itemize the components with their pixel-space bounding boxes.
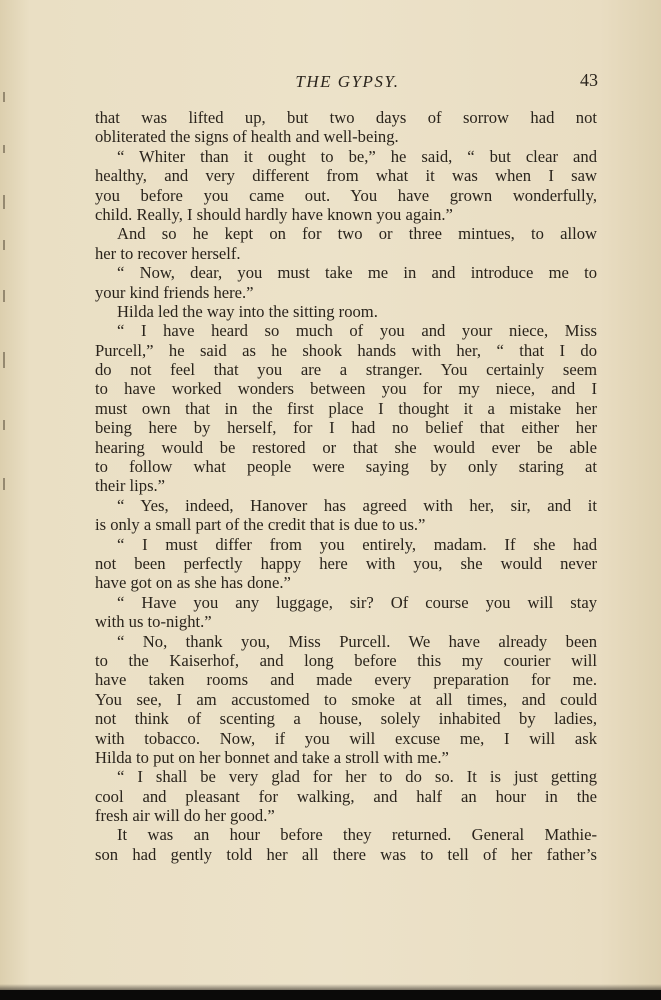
text-line: obliterated the signs of health and well-being. [95, 127, 399, 147]
text-line: to the Kaiserhof, and long before this my courier will [95, 650, 597, 670]
text-line: to follow what people were saying by only staring at [95, 457, 597, 477]
text-line: her to recover herself. [95, 243, 241, 263]
text-line: Hilda led the way into the sitting room. [117, 301, 378, 321]
text-line: “ Whiter than it ought to be,” he said, “ but clear and [117, 146, 597, 166]
body-text [95, 108, 597, 864]
text-line: fresh air will do her good.” [95, 806, 275, 826]
text-line: son had gently told her all there was to tell of her father’s [95, 844, 597, 864]
text-line: Hilda to put on her bonnet and take a stroll with me.” [95, 747, 449, 767]
text-line: “ I have heard so much of you and your niece, Miss [117, 321, 597, 341]
running-head [95, 70, 600, 94]
text-line: And so he kept on for two or three mintues, to allow [117, 224, 597, 244]
text-line: with tobacco. Now, if you will excuse me, I will ask [95, 728, 597, 748]
page-edge-shadow [0, 90, 14, 510]
text-line: “ Have you any luggage, sir? Of course you will stay [117, 592, 597, 612]
text-line: “ Yes, indeed, Hanover has agreed with her, sir, and it [117, 495, 597, 515]
text-line: “ Now, dear, you must take me in and introduce me to [117, 263, 597, 283]
scan-bottom-edge [0, 990, 661, 1000]
text-line: “ No, thank you, Miss Purcell. We have already been [117, 631, 597, 651]
text-line: with us to-night.” [95, 612, 212, 632]
text-line: child. Really, I should hardly have known you again.” [95, 204, 453, 224]
text-line: not think of scenting a house, solely inhabited by ladies, [95, 709, 597, 729]
text-line: “ I must differ from you entirely, madam. If she had [117, 534, 597, 554]
text-line: You see, I am accustomed to smoke at all times, and could [95, 689, 597, 709]
text-line: to have worked wonders between you for my niece, and I [95, 379, 597, 399]
text-line: have got on as she has done.” [95, 573, 291, 593]
text-line: that was lifted up, but two days of sorrow had not [95, 108, 597, 127]
text-line: your kind friends here.” [95, 282, 254, 302]
text-line: do not feel that you are a stranger. You certainly seem [95, 360, 597, 380]
text-line: hearing would be restored or that she would ever be able [95, 437, 597, 457]
running-title: THE GYPSY. [295, 72, 400, 91]
text-line: “ I shall be very glad for her to do so. It is just getting [117, 767, 597, 787]
text-line: Purcell,” he said as he shook hands with her, “ that I do [95, 340, 597, 360]
text-line: must own that in the first place I thought it a mistake her [95, 398, 597, 418]
text-line: have taken rooms and made every preparation for me. [95, 670, 597, 690]
text-line: their lips.” [95, 476, 166, 496]
text-line: It was an hour before they returned. General Mathie- [117, 825, 597, 845]
text-line: is only a small part of the credit that is due to us.” [95, 515, 426, 535]
text-line: healthy, and very different from what it was when I saw [95, 166, 597, 186]
text-line: you before you came out. You have grown wonderfully, [95, 185, 597, 205]
page-number: 43 [580, 70, 598, 90]
text-line: being here by herself, for I had no belief that either her [95, 418, 597, 438]
text-line: not been perfectly happy here with you, she would never [95, 553, 597, 573]
text-line: cool and pleasant for walking, and half an hour in the [95, 786, 597, 806]
